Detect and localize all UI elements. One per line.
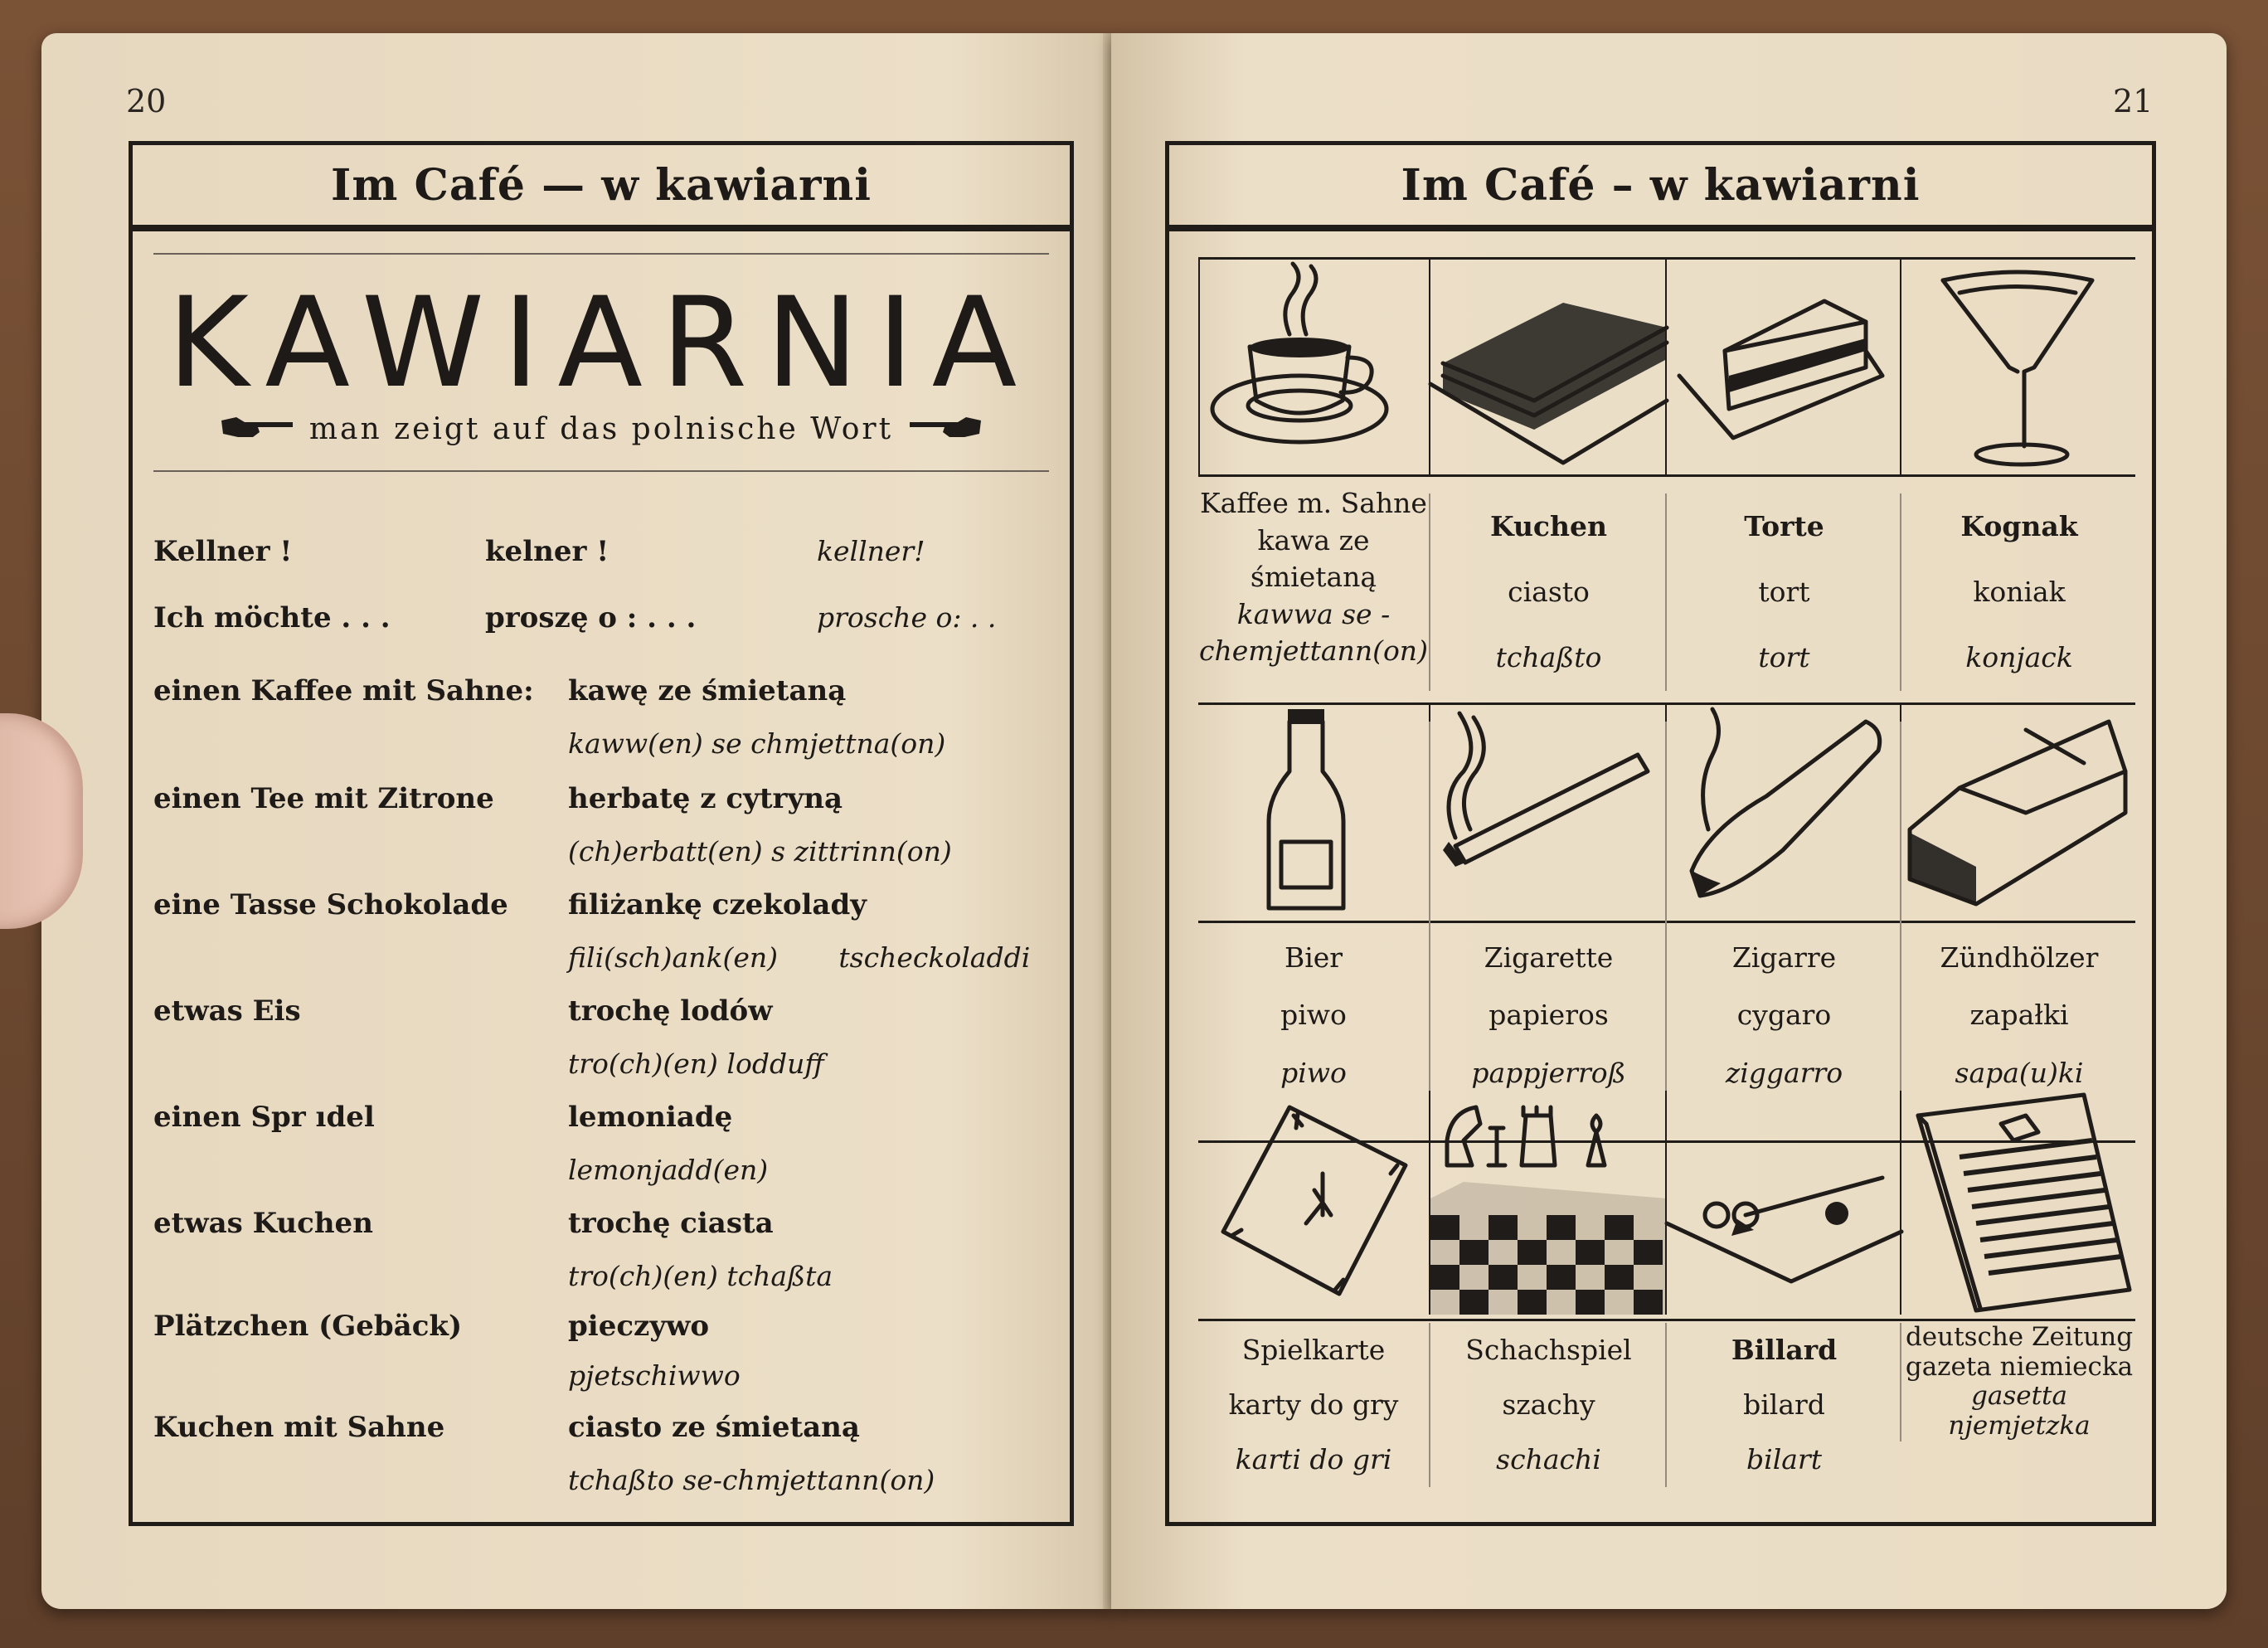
polish-word: lemoniadę: [568, 1101, 733, 1134]
german-word: Plätzchen (Gebäck): [153, 1310, 463, 1343]
polish-word: zapałki: [1969, 999, 2069, 1032]
polish-word: cygaro: [1736, 999, 1832, 1032]
cake-slices-icon: [1429, 260, 1667, 474]
newspaper-icon: [1900, 1091, 2137, 1315]
vocab-cell: [1900, 493, 2137, 691]
polish-word: tort: [1758, 576, 1810, 609]
polish-word: filiżankę czekolady: [568, 888, 867, 921]
german-word: Billard: [1731, 1334, 1838, 1366]
right-page-number: 21: [2113, 83, 2154, 119]
german-word: Schachspiel: [1465, 1334, 1632, 1366]
polish-word: pieczywo: [568, 1310, 710, 1343]
german-word: Zigarre: [1731, 941, 1837, 974]
german-word: einen Tee mit Zitrone: [153, 782, 494, 815]
phonetic-word: ziggarro: [1725, 1056, 1843, 1089]
phonetic-word: tchaßto se-chmjettann(on): [568, 1464, 935, 1496]
polish-word: bilard: [1743, 1388, 1825, 1421]
phonetic-word: piwo: [1280, 1056, 1347, 1089]
left-vocab-frame: [129, 141, 1074, 1526]
polish-word: trochę lodów: [568, 994, 773, 1028]
vocab-cell: [1198, 1323, 1429, 1487]
polish-word: trochę ciasta: [568, 1207, 774, 1240]
vocab-cell: [1900, 722, 2137, 1101]
polish-word: proszę o : . . .: [485, 601, 697, 634]
left-header: Im Café — w kawiarni: [133, 145, 1070, 231]
german-word: Zündhölzer: [1940, 941, 2099, 974]
phonetic-word: konjack: [1965, 641, 2073, 674]
phonetic-word: tchaßto: [1495, 641, 1602, 674]
billiard-icon: [1665, 1091, 1901, 1315]
vocab-cell: [1429, 1323, 1667, 1487]
phonetic-word: schachi: [1496, 1443, 1601, 1475]
phonetic-word: bilart: [1746, 1443, 1822, 1475]
cognac-glass-icon: [1900, 260, 2137, 474]
phonetic-word: (ch)erbatt(en) s zittrinn(on): [568, 835, 952, 868]
phonetic-word: kawwa se -chemjettann(on): [1199, 597, 1428, 668]
polish-word: szachy: [1502, 1388, 1595, 1421]
torte-icon: [1665, 260, 1901, 474]
phonetic-word: pappjerroß: [1471, 1056, 1626, 1089]
phonetic-word: tro(ch)(en) tchaßta: [568, 1260, 833, 1292]
right-picture-frame: [1165, 141, 2156, 1526]
german-word: Kaffee m. Sahne: [1200, 487, 1427, 519]
vocab-cell: [1665, 493, 1901, 691]
polish-word: kelner !: [485, 535, 609, 568]
vocab-cell: [1665, 1323, 1901, 1487]
polish-word: ciasto: [1508, 576, 1590, 609]
polish-word: kawę ze śmietaną: [568, 674, 847, 707]
chess-icon: [1429, 1091, 1667, 1315]
german-word: Spielkarte: [1241, 1334, 1386, 1366]
phonetic-word: tro(ch)(en) lodduff: [568, 1048, 824, 1080]
german-word: einen Kaffee mit Sahne:: [153, 674, 534, 707]
vocab-cell: [1429, 493, 1667, 691]
german-word: Kellner !: [153, 535, 293, 568]
polish-word: ciasto ze śmietaną: [568, 1411, 860, 1444]
phonetic-word: lemonjadd(en): [568, 1154, 769, 1186]
phonetic-word: kellner!: [817, 535, 925, 567]
german-word: deutsche Zeitung: [1905, 1322, 2134, 1352]
german-word: Kuchen mit Sahne: [153, 1411, 445, 1444]
phonetic-word: prosche o: . .: [817, 601, 997, 634]
german-word: Bier: [1284, 941, 1343, 974]
polish-word: karty do gry: [1228, 1388, 1399, 1421]
german-word: Zigarette: [1484, 941, 1614, 974]
coffee-cup-icon: [1198, 260, 1430, 474]
polish-word: koniak: [1973, 576, 2066, 609]
pointing-hand-left-icon: [908, 411, 983, 444]
german-word: einen Spr ıdel: [153, 1101, 375, 1134]
left-page-number: 20: [126, 83, 167, 119]
vocab-cell: [1198, 485, 1429, 670]
polish-word: herbatę z cytryną: [568, 782, 843, 815]
german-word: Kuchen: [1489, 510, 1608, 542]
phonetic-word: tort: [1758, 641, 1810, 674]
right-header: Im Café – w kawiarni: [1169, 145, 2152, 231]
playing-card-icon: [1198, 1091, 1429, 1315]
big-word: KAWIARNIA: [167, 271, 1036, 416]
german-word: eine Tasse Schokolade: [153, 888, 508, 921]
german-word: etwas Eis: [153, 994, 301, 1028]
instruction: man zeigt auf das polnische Wort: [308, 412, 894, 446]
polish-word: piwo: [1280, 999, 1347, 1032]
vocab-cell: [1429, 722, 1667, 1101]
polish-word: gazeta niemiecka: [1905, 1351, 2134, 1382]
vocab-cell: [1900, 1323, 2137, 1441]
phonetic-word: fili(sch)ank(en) tscheckoladdi: [568, 941, 1031, 974]
vocab-cell: [1198, 722, 1429, 1101]
phonetic-word: sapa(u)ki: [1955, 1056, 2084, 1089]
kawiarnia-box: [153, 253, 1049, 472]
german-word: etwas Kuchen: [153, 1207, 373, 1240]
phonetic-word: pjetschiwwo: [568, 1359, 741, 1392]
german-word: Torte: [1744, 510, 1824, 542]
german-word: Ich möchte . . .: [153, 601, 391, 634]
german-word: Kognak: [1960, 510, 2078, 542]
vocab-cell: [1665, 722, 1901, 1101]
phonetic-word: gasetta njemjetzka: [1948, 1381, 2091, 1441]
phonetic-word: kaww(en) se chmjettna(on): [568, 727, 946, 760]
polish-word: kawa ze śmietaną: [1250, 523, 1377, 594]
polish-word: papieros: [1489, 999, 1609, 1032]
phonetic-word: karti do gri: [1235, 1443, 1392, 1475]
